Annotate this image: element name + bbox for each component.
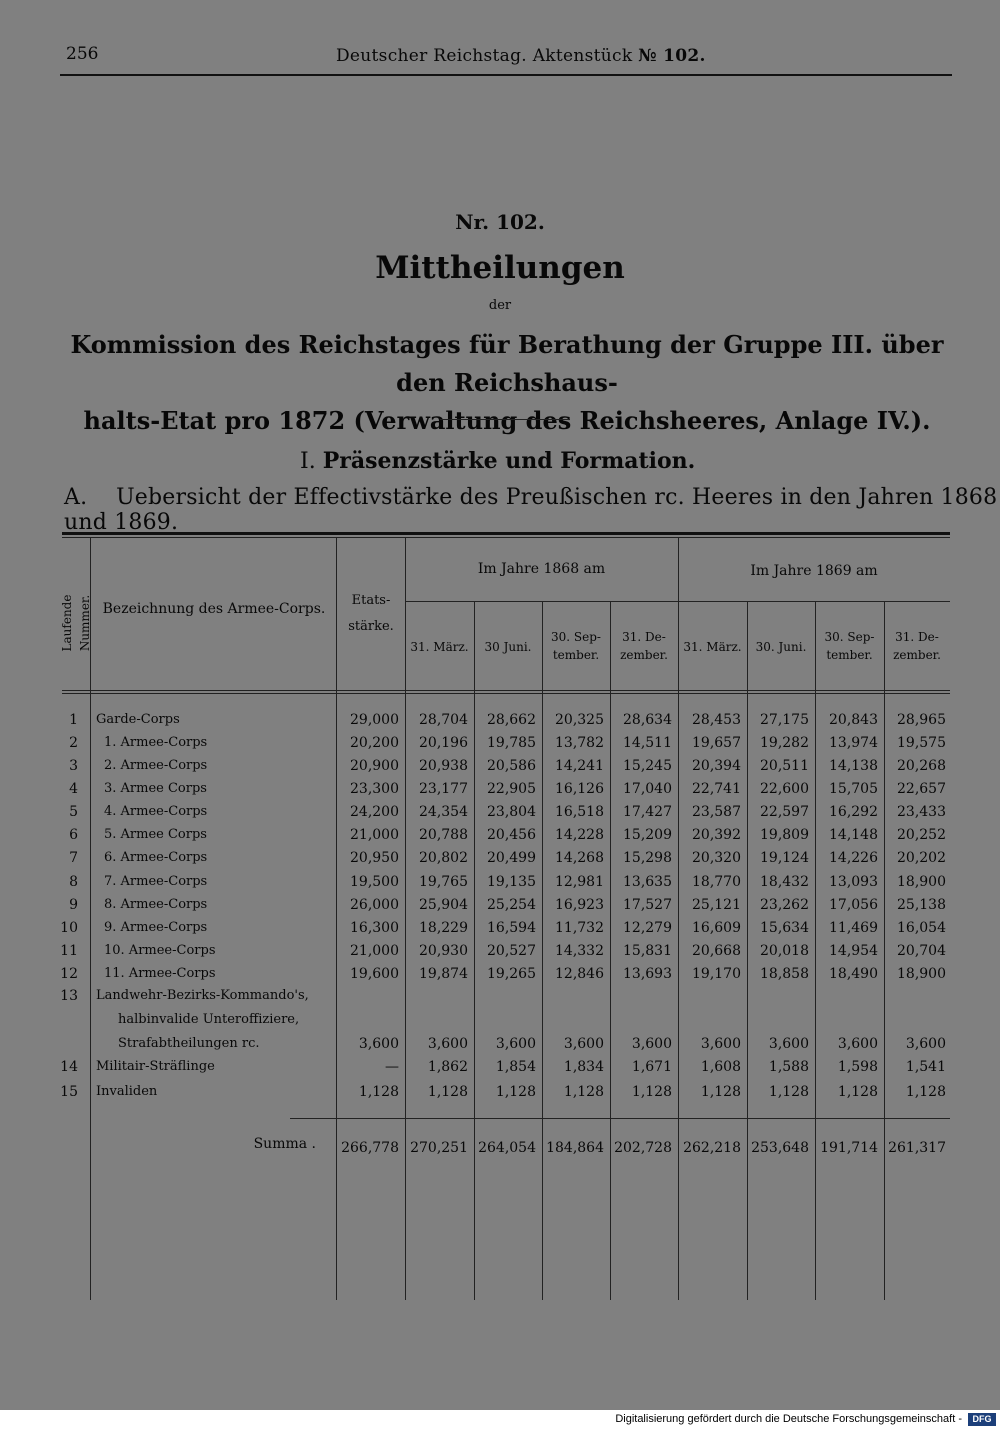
report-title: Mittheilungen — [375, 250, 625, 286]
table-cell: 1,128 — [563, 1084, 604, 1100]
table-cell: 3,600 — [563, 1036, 604, 1052]
table-cell: 24,354 — [419, 804, 468, 820]
table-cell: 20,788 — [419, 827, 468, 843]
table-cell: 20,950 — [350, 850, 399, 866]
table-cell: 15,634 — [760, 920, 809, 936]
row-label: 8. Armee-Corps — [104, 897, 208, 912]
row-label: 3. Armee Corps — [104, 781, 207, 796]
table-cell: 3,600 — [631, 1036, 672, 1052]
table-cell: 1,128 — [427, 1084, 468, 1100]
row-label: 2. Armee-Corps — [104, 758, 208, 773]
table-cell: 17,427 — [623, 804, 672, 820]
table-cell: 20,196 — [419, 735, 468, 751]
table-cell: 1,128 — [358, 1084, 399, 1100]
table-cell: 15,831 — [623, 943, 672, 959]
table-cell: 19,600 — [350, 966, 399, 982]
table-cell: 28,704 — [419, 712, 468, 728]
table-cell: 22,600 — [760, 781, 809, 797]
table-cell: 16,300 — [350, 920, 399, 936]
table-cell: 20,900 — [350, 758, 399, 774]
table-cell: 23,177 — [419, 781, 468, 797]
row-number: 15 — [60, 1084, 78, 1100]
table-cell: 20,511 — [760, 758, 809, 774]
table-cell: 28,634 — [623, 712, 672, 728]
table-cell: 1,128 — [495, 1084, 536, 1100]
table-cell: 28,453 — [692, 712, 741, 728]
table-cell: 21,000 — [350, 827, 399, 843]
table-cell: 12,981 — [555, 874, 604, 890]
subtitle-line-2: halts-Etat pro 1872 (Verwaltung des Reichsheeres, Anlage IV.). — [83, 406, 931, 435]
table-cell: 25,904 — [419, 897, 468, 913]
row-label: 4. Armee-Corps — [104, 804, 208, 819]
group-rule-1868 — [405, 601, 678, 602]
table-cell: — — [385, 1059, 399, 1075]
table-cell: 13,635 — [623, 874, 672, 890]
summa-cell: 184,864 — [546, 1140, 604, 1156]
table-cell: 13,974 — [829, 735, 878, 751]
table-cell: 17,527 — [623, 897, 672, 913]
table-cell: 23,262 — [760, 897, 809, 913]
table-cell: 23,587 — [692, 804, 741, 820]
group-rule-1869 — [678, 601, 950, 602]
row-number: 11 — [60, 943, 78, 959]
summa-label: Summa . — [253, 1136, 316, 1152]
table-cell: 20,499 — [487, 850, 536, 866]
table-cell: 20,394 — [692, 758, 741, 774]
row-number: 10 — [60, 920, 78, 936]
row-label: Garde-Corps — [96, 712, 180, 727]
header-date-1869: 30. Juni. — [755, 640, 807, 654]
summa-rule — [290, 1118, 950, 1119]
section-title: Präsenzstärke und Formation. — [322, 448, 696, 474]
table-top-rule-thin — [62, 537, 950, 538]
table-cell: 26,000 — [350, 897, 399, 913]
table-cell: 3,600 — [495, 1036, 536, 1052]
table-cell: 15,245 — [623, 758, 672, 774]
row-number: 7 — [69, 850, 78, 866]
table-cell: 18,858 — [760, 966, 809, 982]
table-cell: 15,298 — [623, 850, 672, 866]
subsection-letter: A. — [64, 485, 88, 510]
row-label: Invaliden — [96, 1084, 158, 1099]
row-number: 6 — [69, 827, 78, 843]
table-cell: 18,770 — [692, 874, 741, 890]
table-cell: 12,846 — [555, 966, 604, 982]
row-number: 13 — [60, 988, 78, 1004]
table-cell: 11,469 — [829, 920, 878, 936]
table-cell: 14,148 — [829, 827, 878, 843]
table-cell: 15,209 — [623, 827, 672, 843]
table-cell: 19,785 — [487, 735, 536, 751]
table-cell: 27,175 — [760, 712, 809, 728]
running-header — [336, 46, 706, 66]
table-cell: 14,226 — [829, 850, 878, 866]
table-cell: 20,320 — [692, 850, 741, 866]
table-cell: 14,332 — [555, 943, 604, 959]
subsection-title: Uebersicht der Effectivstärke des Preußischen rc. Heeres in den Jahren 1868 und 1869. — [64, 485, 998, 535]
header-date-1869: 31. März. — [683, 640, 742, 654]
table-cell: 17,040 — [623, 781, 672, 797]
table-cell: 16,054 — [897, 920, 946, 936]
table-cell: 19,135 — [487, 874, 536, 890]
table-cell: 19,874 — [419, 966, 468, 982]
row-label: 7. Armee-Corps — [104, 874, 208, 889]
header-year-1869: Im Jahre 1869 am — [750, 563, 878, 579]
table-cell: 20,325 — [555, 712, 604, 728]
table-cell: 19,282 — [760, 735, 809, 751]
table-cell: 24,200 — [350, 804, 399, 820]
header-etat: Etats-stärke. — [348, 593, 394, 634]
subsection-heading — [64, 485, 1000, 535]
table-cell: 1,128 — [905, 1084, 946, 1100]
table-cell: 17,056 — [829, 897, 878, 913]
row-number: 5 — [69, 804, 78, 820]
row-label-line-3: Strafabtheilungen rc. — [118, 1036, 260, 1051]
table-cell: 28,662 — [487, 712, 536, 728]
table-cell: 22,597 — [760, 804, 809, 820]
row-number: 8 — [69, 874, 78, 890]
table-cell: 23,433 — [897, 804, 946, 820]
table-cell: 25,121 — [692, 897, 741, 913]
table-cell: 19,657 — [692, 735, 741, 751]
table-cell: 19,809 — [760, 827, 809, 843]
row-number: 3 — [69, 758, 78, 774]
table-cell: 20,392 — [692, 827, 741, 843]
title-connector: der — [488, 298, 512, 313]
table-cell: 19,765 — [419, 874, 468, 890]
subtitle-line-1: Kommission des Reichstages für Berathung der Gruppe III. über den Reichshaus- — [70, 330, 944, 397]
summa-cell: 262,218 — [683, 1140, 741, 1156]
table-cell: 22,741 — [692, 781, 741, 797]
header-date-1868: 31. März. — [410, 640, 469, 654]
table-cell: 13,782 — [555, 735, 604, 751]
table-cell: 16,609 — [692, 920, 741, 936]
table-cell: 28,965 — [897, 712, 946, 728]
table-cell: 16,126 — [555, 781, 604, 797]
table-cell: 1,834 — [563, 1059, 604, 1075]
table-cell: 1,598 — [837, 1059, 878, 1075]
row-label: 9. Armee-Corps — [104, 920, 208, 935]
table-cell: 13,093 — [829, 874, 878, 890]
table-cell: 14,954 — [829, 943, 878, 959]
table-cell: 19,124 — [760, 850, 809, 866]
header-bottom-rule — [62, 690, 950, 691]
table-cell: 19,500 — [350, 874, 399, 890]
table-cell: 29,000 — [350, 712, 399, 728]
table-cell: 16,518 — [555, 804, 604, 820]
header-year-1868: Im Jahre 1868 am — [477, 561, 606, 577]
table-cell: 3,600 — [837, 1036, 878, 1052]
table-cell: 1,854 — [495, 1059, 536, 1075]
table-cell: 20,802 — [419, 850, 468, 866]
table-cell: 1,671 — [631, 1059, 672, 1075]
row-number: 14 — [60, 1059, 78, 1075]
table-cell: 22,657 — [897, 781, 946, 797]
table-cell: 25,138 — [897, 897, 946, 913]
table-cell: 11,732 — [555, 920, 604, 936]
table-cell: 16,923 — [555, 897, 604, 913]
document-number: № 102. — [638, 46, 706, 66]
section-heading — [300, 448, 695, 474]
row-label: Militair-Sträflinge — [96, 1059, 215, 1074]
table-cell: 1,128 — [837, 1084, 878, 1100]
section-roman: I. — [300, 449, 316, 474]
table-cell: 20,668 — [692, 943, 741, 959]
table-cell: 1,128 — [700, 1084, 741, 1100]
summa-cell: 264,054 — [478, 1140, 536, 1156]
running-title: Deutscher Reichstag. Aktenstück — [336, 46, 633, 66]
summa-cell: 270,251 — [410, 1140, 468, 1156]
table-cell: 3,600 — [905, 1036, 946, 1052]
row-label: 5. Armee Corps — [104, 827, 207, 842]
row-number: 2 — [69, 735, 78, 751]
header-date-1869: 30. Sep-tember. — [824, 630, 875, 662]
table-cell: 1,608 — [700, 1059, 741, 1075]
table-cell: 13,693 — [623, 966, 672, 982]
row-number: 1 — [69, 712, 78, 728]
table-cell: 16,594 — [487, 920, 536, 936]
table-cell: 15,705 — [829, 781, 878, 797]
row-label: Landwehr-Bezirks-Kommando's, — [96, 988, 309, 1003]
table-cell: 3,600 — [358, 1036, 399, 1052]
summa-cell: 191,714 — [820, 1140, 878, 1156]
dfg-logo: DFG — [968, 1413, 996, 1426]
table-cell: 23,804 — [487, 804, 536, 820]
summa-cell: 261,317 — [888, 1140, 946, 1156]
table-top-rule — [62, 532, 950, 535]
table-cell: 14,241 — [555, 758, 604, 774]
table-cell: 3,600 — [427, 1036, 468, 1052]
row-label: 1. Armee-Corps — [104, 735, 208, 750]
table-cell: 18,432 — [760, 874, 809, 890]
table-cell: 20,938 — [419, 758, 468, 774]
table-cell: 1,128 — [768, 1084, 809, 1100]
row-label: 6. Armee-Corps — [104, 850, 208, 865]
header-lfd-nr: Laufende Nummer. — [60, 594, 92, 652]
report-subtitle — [62, 326, 952, 440]
table-cell: 18,490 — [829, 966, 878, 982]
row-number: 9 — [69, 897, 78, 913]
title-divider — [440, 419, 570, 420]
table-cell: 22,905 — [487, 781, 536, 797]
table-cell: 23,300 — [350, 781, 399, 797]
table-cell: 1,862 — [427, 1059, 468, 1075]
table-cell: 19,265 — [487, 966, 536, 982]
footer-credit: Digitalisierung gefördert durch die Deutsche Forschungsgemeinschaft - — [615, 1413, 962, 1425]
header-name: Bezeichnung des Armee-Corps. — [102, 601, 326, 617]
table-cell: 20,843 — [829, 712, 878, 728]
table-cell: 20,930 — [419, 943, 468, 959]
table-cell: 19,170 — [692, 966, 741, 982]
table-cell: 14,268 — [555, 850, 604, 866]
table-cell: 20,200 — [350, 735, 399, 751]
table-cell: 20,586 — [487, 758, 536, 774]
summa-cell: 266,778 — [341, 1140, 399, 1156]
row-label: 10. Armee-Corps — [104, 943, 216, 958]
table-cell: 16,292 — [829, 804, 878, 820]
table-cell: 20,018 — [760, 943, 809, 959]
column-rule — [336, 538, 337, 1300]
table-cell: 20,252 — [897, 827, 946, 843]
table-cell: 14,228 — [555, 827, 604, 843]
table-cell: 20,704 — [897, 943, 946, 959]
table-cell: 14,511 — [623, 735, 672, 751]
table-cell: 3,600 — [768, 1036, 809, 1052]
row-label: 11. Armee-Corps — [104, 966, 216, 981]
header-bottom-rule — [62, 693, 950, 694]
table-cell: 1,541 — [905, 1059, 946, 1075]
table-cell: 18,900 — [897, 874, 946, 890]
header-date-1868: 30 Juni. — [484, 640, 532, 654]
page-number: 256 — [66, 44, 99, 64]
row-number: 4 — [69, 781, 78, 797]
table-cell: 20,268 — [897, 758, 946, 774]
table-cell: 19,575 — [897, 735, 946, 751]
table-cell: 21,000 — [350, 943, 399, 959]
table-cell: 18,900 — [897, 966, 946, 982]
table-cell: 20,456 — [487, 827, 536, 843]
header-date-1868: 31. De-zember. — [620, 630, 668, 662]
header-date-1869: 31. De-zember. — [893, 630, 941, 662]
table-cell: 25,254 — [487, 897, 536, 913]
table-cell: 20,202 — [897, 850, 946, 866]
table-cell: 18,229 — [419, 920, 468, 936]
report-number: Nr. 102. — [455, 210, 545, 234]
table-cell: 1,588 — [768, 1059, 809, 1075]
summa-cell: 202,728 — [614, 1140, 672, 1156]
table-cell: 3,600 — [700, 1036, 741, 1052]
table-cell: 1,128 — [631, 1084, 672, 1100]
table-cell: 14,138 — [829, 758, 878, 774]
header-rule — [60, 74, 952, 76]
summa-cell: 253,648 — [751, 1140, 809, 1156]
header-date-1868: 30. Sep-tember. — [551, 630, 601, 662]
row-label-line-2: halbinvalide Unteroffiziere, — [118, 1012, 300, 1027]
table-cell: 12,279 — [623, 920, 672, 936]
table-cell: 20,527 — [487, 943, 536, 959]
row-number: 12 — [60, 966, 78, 982]
